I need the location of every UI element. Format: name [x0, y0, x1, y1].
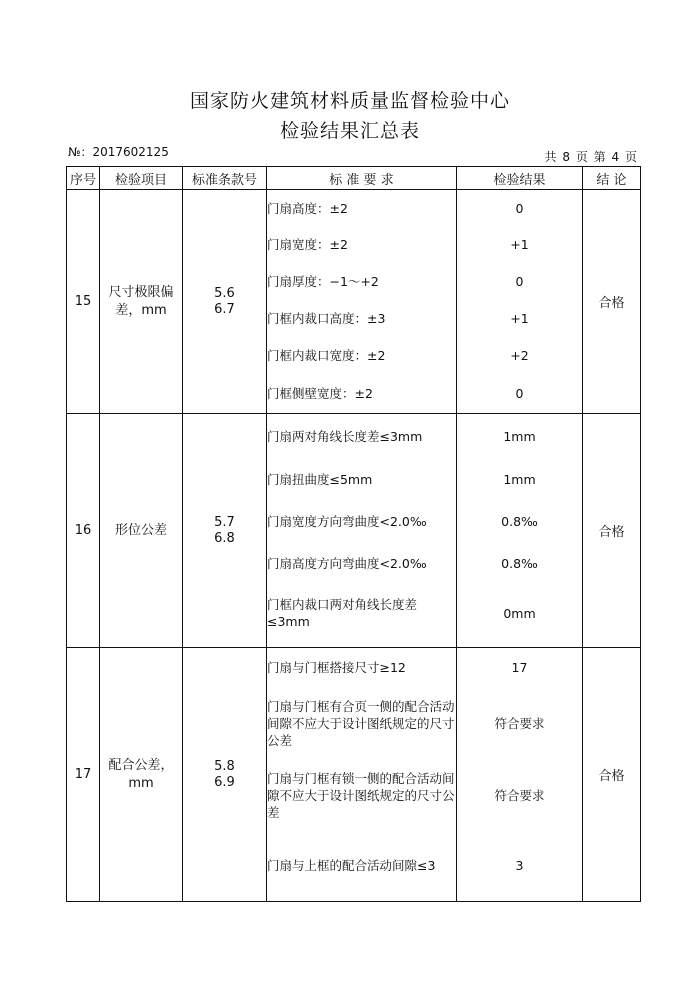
row-conclusion: 合格	[583, 190, 641, 414]
result-value: +1	[510, 311, 529, 326]
requirement-line: 门扇两对角线长度差≤3mm	[267, 428, 423, 444]
page-total-prefix: 共	[544, 150, 558, 164]
requirement-line: 门框内裁口宽度：±2	[267, 348, 386, 363]
report-number: №：2017602125	[68, 145, 169, 159]
table-row	[67, 190, 641, 414]
page-total: 8	[562, 150, 571, 164]
row-results	[457, 648, 583, 902]
row-clause	[183, 190, 267, 414]
result-value: +2	[510, 348, 529, 363]
result-value: 3	[515, 857, 524, 873]
clause-line: 5.8	[214, 758, 235, 774]
requirement-line: 门扇与门框搭接尺寸≥12	[267, 659, 406, 675]
result-value: 0mm	[503, 605, 536, 621]
row-conclusion: 合格	[583, 648, 641, 902]
result-value: 0	[515, 200, 524, 216]
row-clause	[183, 648, 267, 902]
row-item: 配合公差，mm	[100, 648, 183, 902]
table-header-row	[67, 167, 641, 190]
requirement-line: 门扇厚度：−1～+2	[267, 274, 379, 289]
clause-line: 6.8	[214, 530, 235, 546]
row-requirements	[267, 414, 457, 648]
requirement-line: 门扇与门框有合页一侧的配合活动间隙不应大于设计图纸规定的尺寸公差	[267, 698, 455, 748]
requirement-line: 门扇高度：±2	[267, 200, 348, 216]
org-title: 国家防火建筑材料质量监督检验中心	[189, 90, 510, 112]
requirement-line: 门扇扭曲度≤5mm	[267, 471, 373, 487]
page-info	[545, 148, 638, 165]
col-header-clause: 标准条款号	[183, 167, 267, 190]
row-results	[457, 190, 583, 414]
requirement-line: 门框内裁口两对角线长度差≤3mm	[267, 597, 418, 629]
row-number: 16	[67, 414, 100, 648]
result-value: 17	[511, 659, 528, 675]
result-value: 0.8‰	[501, 513, 538, 529]
row-number: 17	[67, 648, 100, 902]
col-header-result: 检验结果	[457, 167, 583, 190]
doc-title: 检验结果汇总表	[279, 120, 420, 142]
table-row	[67, 648, 641, 902]
table-row	[67, 414, 641, 648]
page-total-suffix: 页	[575, 150, 589, 164]
row-conclusion: 合格	[583, 414, 641, 648]
clause-line: 5.6	[214, 285, 235, 301]
requirement-line: 门框内裁口高度：±3	[267, 311, 386, 326]
requirement-line: 门扇宽度方向弯曲度<2.0‰	[267, 513, 427, 529]
requirement-line: 门扇与上框的配合活动间隙≤3	[267, 857, 436, 873]
result-value: 0	[515, 274, 524, 289]
requirement-line: 门扇高度方向弯曲度<2.0‰	[267, 555, 427, 571]
result-value: +1	[510, 237, 529, 252]
row-item: 形位公差	[100, 414, 183, 648]
result-value: 符合要求	[494, 788, 545, 803]
col-header-requirement: 标 准 要 求	[267, 167, 457, 190]
col-header-conclusion: 结 论	[583, 167, 641, 190]
result-value: 0.8‰	[501, 555, 538, 571]
page-current: 4	[611, 150, 621, 164]
row-number: 15	[67, 190, 100, 414]
page-current-suffix: 页	[624, 150, 638, 164]
row-item: 尺寸极限偏差，mm	[100, 190, 183, 414]
row-requirements	[267, 648, 457, 902]
result-value: 0	[515, 385, 524, 401]
row-clause	[183, 414, 267, 648]
page-current-prefix: 第	[593, 150, 607, 164]
result-value: 1mm	[503, 471, 536, 487]
clause-line: 6.9	[214, 774, 235, 790]
clause-line: 5.7	[214, 514, 235, 530]
requirement-line: 门框侧壁宽度：±2	[267, 385, 373, 401]
col-header-no: 序号	[67, 167, 100, 190]
requirement-line: 门扇与门框有锁一侧的配合活动间隙不应大于设计图纸规定的尺寸公差	[267, 770, 455, 820]
clause-line: 6.7	[214, 301, 235, 317]
row-results	[457, 414, 583, 648]
col-header-item: 检验项目	[100, 167, 183, 190]
requirement-line: 门扇宽度：±2	[267, 237, 348, 252]
result-value: 1mm	[503, 428, 536, 444]
row-requirements	[267, 190, 457, 414]
results-table	[66, 166, 641, 902]
result-value: 符合要求	[494, 716, 545, 731]
